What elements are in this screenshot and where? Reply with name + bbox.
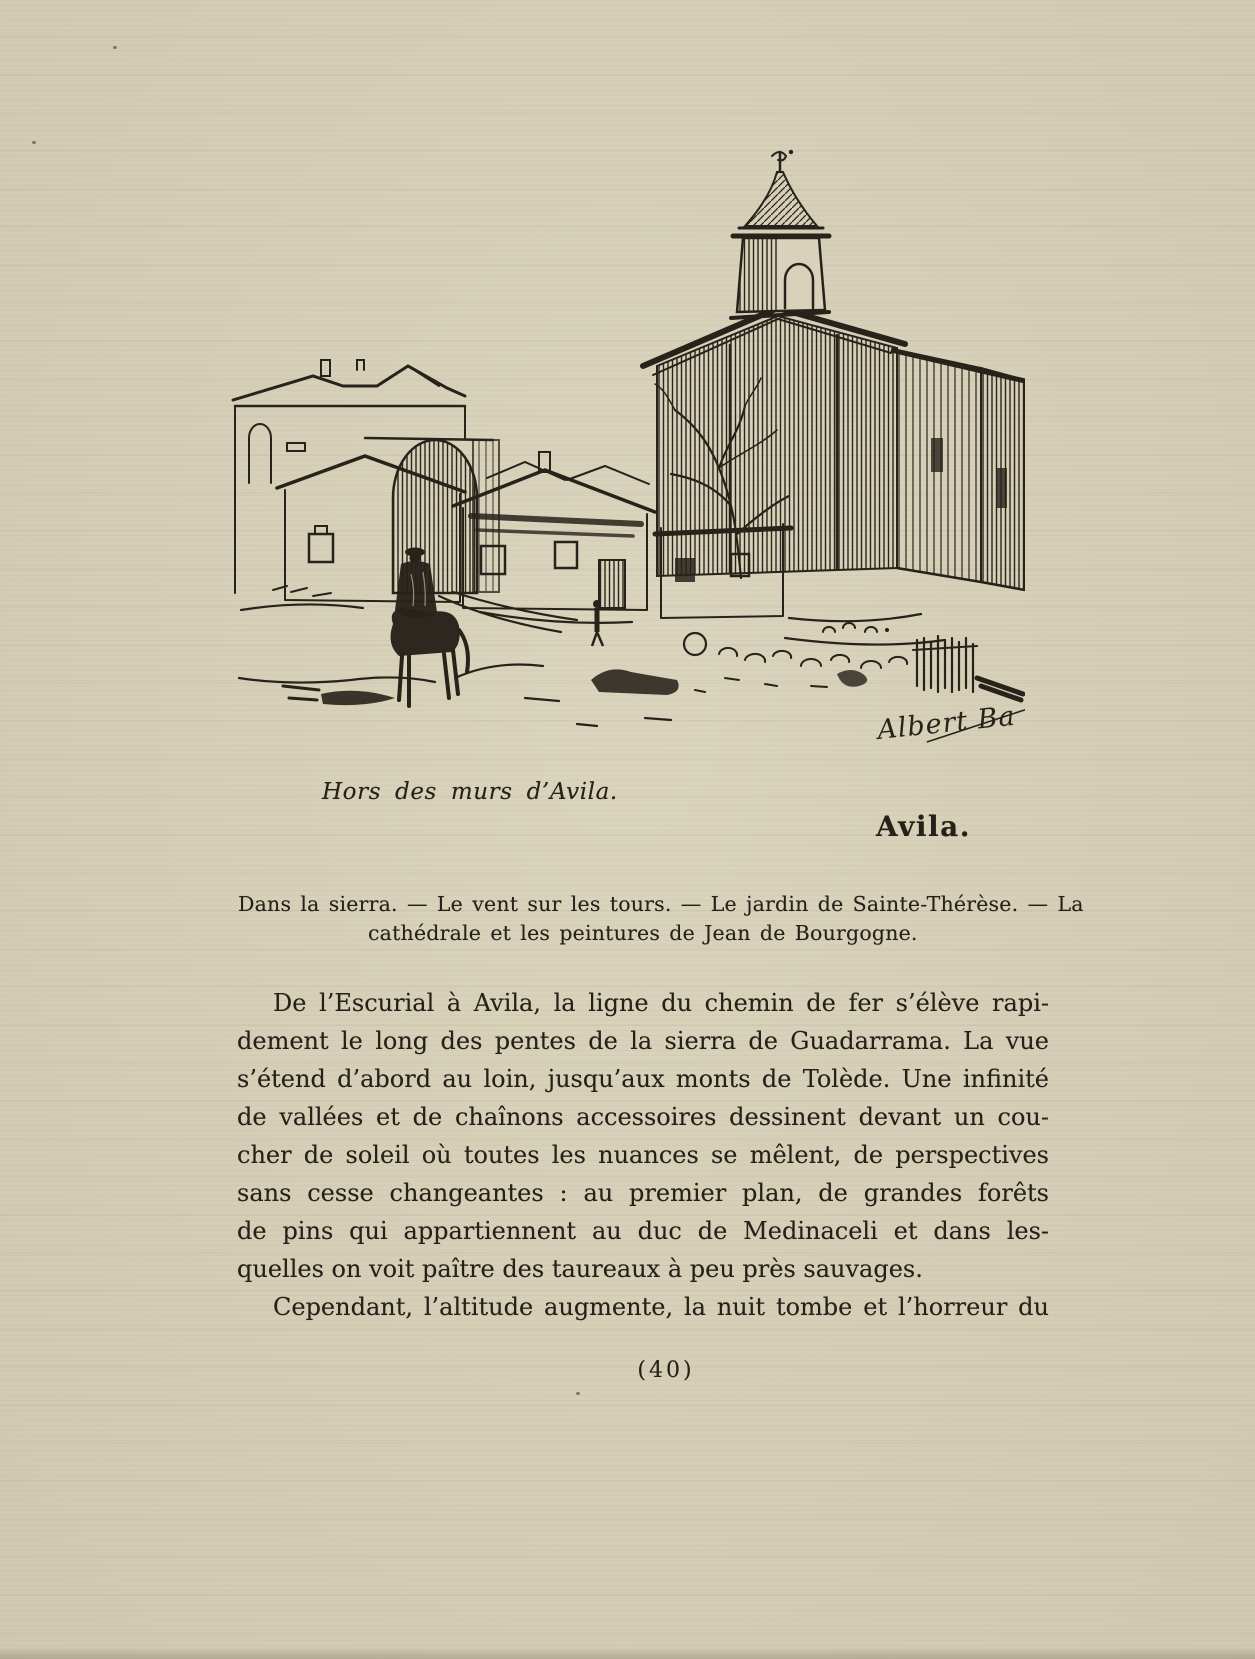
body-line: de vallées et de chaînons accessoires dessinent devant un cou-: [237, 1103, 1049, 1131]
church-group: [643, 150, 905, 576]
body-line: De l’Escurial à Avila, la ligne du chemin de fer s’élève rapi-: [273, 989, 1049, 1017]
paper-speck: [32, 141, 36, 144]
chapter-title: Avila.: [876, 810, 972, 843]
illustration-caption: Hors des murs d’Avila.: [322, 779, 618, 805]
chapter-summary-line: Dans la sierra. — Le vent sur les tours. — Le jardin de Sainte-Thérèse. — La: [238, 892, 1084, 916]
signature-text: Albert Ba: [875, 700, 1017, 747]
chapter-summary-line: cathédrale et les peintures de Jean de Bourgogne.: [368, 921, 918, 945]
body-line: dement le long des pentes de la sierra de Guadarrama. La vue: [237, 1027, 1049, 1055]
body-line: cher de soleil où toutes les nuances se mêlent, de perspectives: [237, 1141, 1049, 1169]
right-buildings-group: [891, 350, 1025, 590]
page-number: (40): [637, 1358, 695, 1383]
body-line: Cependant, l’altitude augmente, la nuit tombe et l’horreur du: [273, 1293, 1049, 1321]
artist-signature: [873, 700, 1025, 748]
avila-illustration: [225, 138, 1025, 753]
body-line: sans cesse changeantes : au premier plan, de grandes forêts: [237, 1179, 1049, 1207]
body-text: [237, 984, 1049, 1326]
ground-strokes: [239, 592, 945, 726]
paper-speck: [113, 46, 117, 49]
pen-drawing: [225, 138, 1025, 753]
body-line: s’étend d’abord au loin, jusqu’aux monts de Tolède. Une infinité: [237, 1065, 1049, 1093]
rubble-group: [591, 633, 907, 695]
body-line: quelles on voit paître des taureaux à peu près sauvages.: [237, 1255, 923, 1283]
body-line: de pins qui appartiennent au duc de Medinaceli et dans les-: [237, 1217, 1049, 1245]
bushes-hatch-group: [823, 623, 1023, 700]
paper-speck: [576, 1392, 580, 1395]
